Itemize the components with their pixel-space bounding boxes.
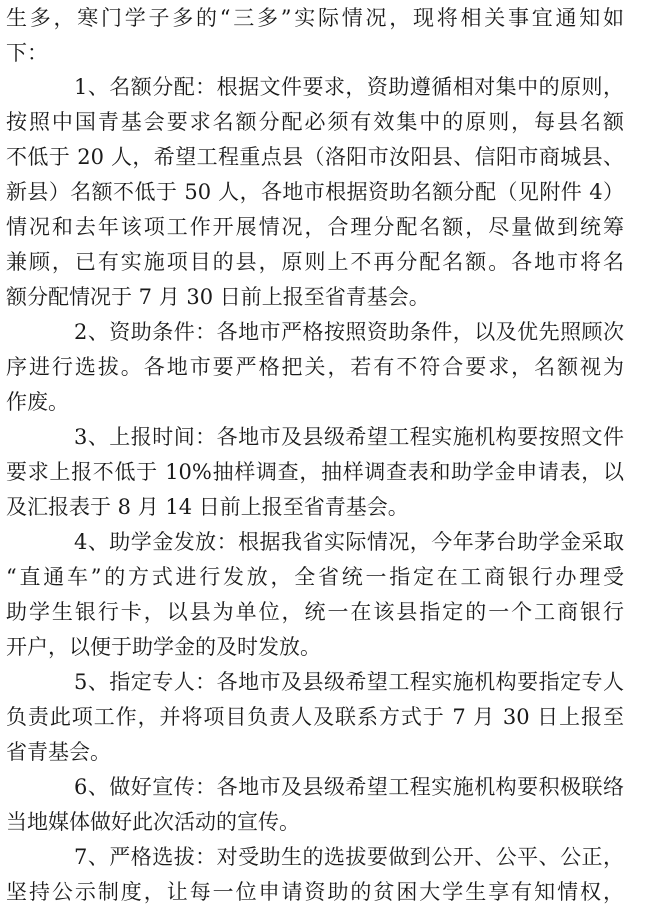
text-line: 序进行选拔。各地市要严格把关，若有不符合要求，名额视为 bbox=[6, 355, 624, 379]
text-line: 及汇报表于 8 月 14 日前上报至省青基会。 bbox=[6, 495, 409, 519]
text-line: 当地媒体做好此次活动的宣传。 bbox=[6, 810, 300, 834]
text-line: 省青基会。 bbox=[6, 740, 111, 764]
paragraph-heading-line: 2、资助条件：各地市严格按照资助条件，以及优先照顾次 bbox=[74, 320, 624, 344]
text-line: 生多，寒门学子多的“三多”实际情况，现将相关事宜通知如 bbox=[6, 6, 624, 30]
text-line: 下： bbox=[6, 41, 48, 65]
text-line: 额分配情况于 7 月 30 日前上报至省青基会。 bbox=[6, 285, 430, 309]
paragraph-heading-line: 7、严格选拔：对受助生的选拔要做到公开、公平、公正， bbox=[74, 845, 624, 869]
text-line: 要求上报不低于 10%抽样调查，抽样调查表和助学金申请表，以 bbox=[6, 460, 624, 484]
text-line: 助学生银行卡，以县为单位，统一在该县指定的一个工商银行 bbox=[6, 600, 624, 624]
paragraph-heading-line: 1、名额分配：根据文件要求，资助遵循相对集中的原则， bbox=[74, 75, 624, 99]
document-page bbox=[6, 0, 626, 913]
text-line: 不低于 20 人，希望工程重点县（洛阳市汝阳县、信阳市商城县、 bbox=[6, 145, 624, 169]
text-line: 按照中国青基会要求名额分配必须有效集中的原则，每县名额 bbox=[6, 110, 624, 134]
text-line: 作废。 bbox=[6, 390, 69, 414]
paragraph-heading-line: 3、上报时间：各地市及县级希望工程实施机构要按照文件 bbox=[74, 425, 624, 449]
paragraph-heading-line: 5、指定专人：各地市及县级希望工程实施机构要指定专人 bbox=[74, 670, 624, 694]
text-line: 兼顾，已有实施项目的县，原则上不再分配名额。各地市将名 bbox=[6, 250, 624, 274]
paragraph-heading-line: 4、助学金发放：根据我省实际情况，今年茅台助学金采取 bbox=[74, 530, 624, 554]
text-line: 负责此项工作，并将项目负责人及联系方式于 7 月 30 日上报至 bbox=[6, 705, 624, 729]
text-line: 坚持公示制度，让每一位申请资助的贫困大学生享有知情权， bbox=[6, 880, 624, 904]
text-line: 开户，以便于助学金的及时发放。 bbox=[6, 635, 321, 659]
text-line: 新县）名额不低于 50 人，各地市根据资助名额分配（见附件 4） bbox=[6, 180, 624, 204]
paragraph-heading-line: 6、做好宣传：各地市及县级希望工程实施机构要积极联络 bbox=[74, 775, 624, 799]
text-line: 情况和去年该项工作开展情况，合理分配名额，尽量做到统筹 bbox=[6, 215, 624, 239]
text-line: “直通车”的方式进行发放，全省统一指定在工商银行办理受 bbox=[6, 565, 624, 589]
